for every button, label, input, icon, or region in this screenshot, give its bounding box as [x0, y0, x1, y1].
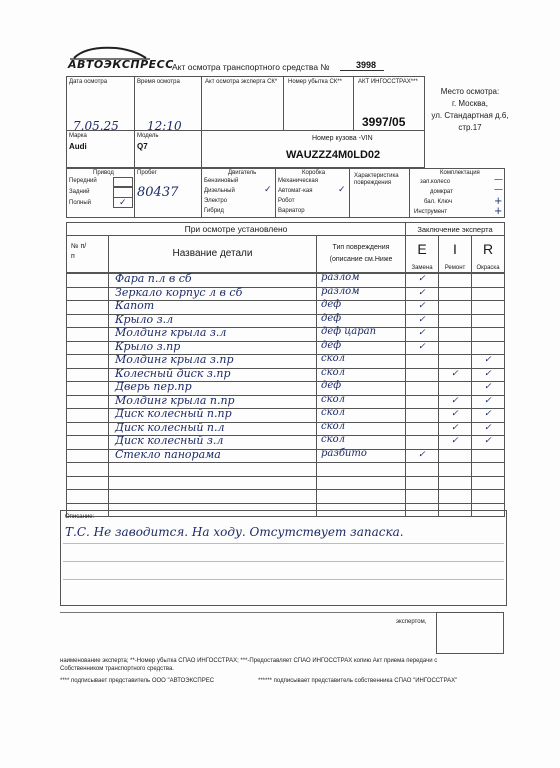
label-place: Место осмотра:	[440, 87, 500, 96]
row-cell-i	[438, 341, 472, 356]
row-cell-r	[471, 314, 505, 329]
row-tick-r: ✓	[484, 436, 492, 446]
row-damage-text: деф царап	[321, 326, 377, 337]
label-gearbox: Коробка	[302, 170, 326, 176]
row-damage-text: скол	[321, 407, 345, 418]
row-cell-e	[405, 368, 439, 383]
row-cell-no	[66, 449, 109, 464]
label-ingos-act: АКТ ИНГОССТРАХ***	[358, 79, 418, 85]
row-cell-i	[438, 273, 472, 288]
engine-option-electric: Электро	[204, 198, 228, 204]
row-cell-i	[438, 327, 472, 342]
footer-line-3-left: **** подписывает представитель ООО "АВТОЭКСПРЕС	[60, 678, 215, 684]
row-part-text: Крыло з.л	[115, 312, 174, 326]
row-tick-r: ✓	[484, 422, 492, 433]
row-damage-text: разлом	[321, 272, 360, 283]
row-tick-e: ✓	[418, 449, 426, 460]
row-cell-e	[405, 341, 439, 356]
row-damage-text: деф	[321, 312, 342, 324]
cell-model	[134, 130, 202, 168]
header-r	[471, 235, 505, 273]
row-cell-r	[471, 435, 505, 450]
act-number: 3998	[356, 60, 377, 70]
row-cell-r	[471, 368, 505, 383]
row-tick-e: ✓	[418, 274, 426, 284]
value-ingos-number: 3997/05	[362, 115, 406, 129]
row-cell-no	[66, 354, 109, 369]
row-cell-part	[108, 449, 317, 464]
row-part-text: Диск колесный з.л	[115, 434, 224, 447]
row-cell-r	[471, 489, 505, 504]
label-model: Модель	[137, 133, 159, 139]
gearbox-option-auto: Автомат-кая	[278, 188, 313, 194]
engine-option-petrol: Бензиновый	[204, 178, 239, 184]
col-r: R	[482, 241, 494, 257]
cell-ingos-act	[353, 76, 425, 131]
row-part-text: Крыло з.пр	[115, 339, 181, 353]
col-replace: Замена	[411, 265, 433, 271]
row-tick-i: ✓	[451, 395, 459, 406]
row-tick-i: ✓	[451, 436, 459, 446]
description-label: Описание:	[65, 514, 95, 520]
row-tick-e: ✓	[418, 287, 426, 298]
row-cell-i	[438, 449, 472, 464]
header-part	[108, 235, 317, 273]
row-cell-r	[471, 462, 505, 477]
row-part-text: Молдинг крыла з.пр	[115, 353, 234, 366]
row-tick-i: ✓	[451, 368, 459, 379]
value-place-building: стр.17	[458, 123, 482, 132]
col-part-label: Название детали	[172, 248, 253, 259]
row-tick-r: ✓	[484, 368, 492, 379]
col-e: E	[417, 241, 427, 257]
col-damage-type-2: (описание см.Ниже	[329, 256, 393, 263]
row-cell-r	[471, 327, 505, 342]
row-cell-r	[471, 273, 505, 288]
value-vin: WAUZZZ4M0LD02	[286, 149, 381, 161]
description-line-2	[63, 561, 504, 562]
row-part-text: Молдинг крыла п.пр	[115, 393, 235, 407]
row-cell-no	[66, 300, 109, 315]
kit-mark-wrench: +	[494, 196, 503, 207]
cell-loss-number	[283, 76, 354, 131]
expert-title-cell	[405, 222, 505, 236]
value-mileage: 80437	[137, 185, 179, 200]
row-cell-e	[405, 476, 439, 491]
kit-mark-jack: —	[494, 185, 503, 195]
cell-damage-characteristic	[349, 168, 410, 218]
row-cell-no	[66, 341, 109, 356]
row-part-text: Зеркало корпус л в сб	[115, 285, 243, 299]
row-cell-i	[438, 395, 472, 410]
row-cell-no	[66, 435, 109, 450]
row-part-text: Фара п.л в сб	[115, 272, 192, 285]
row-cell-no	[66, 314, 109, 329]
row-cell-e	[405, 354, 439, 369]
cell-expert-act	[201, 76, 284, 131]
footer-expert-word: экспертом,	[396, 619, 427, 625]
col-i: I	[453, 241, 457, 257]
kit-item-tools: Инструмент	[414, 209, 448, 215]
row-cell-no	[66, 489, 109, 504]
gearbox-option-robot: Робот	[278, 198, 295, 204]
row-cell-no	[66, 381, 109, 396]
footer-line-1: наименование эксперта; **-Номер убытка СПАО ИНГОССТРАХ; ***-Предоставляет СПАО ИНГОССТРАХ копию Акт приема передачи с	[60, 658, 438, 664]
row-cell-damage	[316, 449, 406, 464]
row-damage-text: скол	[321, 366, 345, 378]
row-cell-e	[405, 408, 439, 423]
col-repair: Ремонт	[444, 265, 466, 271]
cell-inspection-time	[134, 76, 202, 131]
damage-section-title: При осмотре установлено	[184, 224, 288, 234]
header-i	[438, 235, 472, 273]
row-tick-r: ✓	[484, 382, 492, 392]
row-cell-i	[438, 300, 472, 315]
row-cell-i	[438, 368, 472, 383]
row-part-text: Молдинг крыла з.л	[115, 326, 227, 339]
row-part-text: Колесный диск з.пр	[115, 366, 231, 380]
row-tick-e: ✓	[418, 341, 426, 352]
row-cell-damage	[316, 462, 406, 477]
row-cell-no	[66, 395, 109, 410]
row-tick-r: ✓	[484, 355, 492, 365]
company-logo	[64, 44, 174, 71]
row-damage-text: деф	[321, 339, 342, 351]
footer-line-2: Собственником транспортного средства.	[60, 666, 174, 672]
value-inspection-date: 7.05.25	[73, 119, 119, 133]
row-cell-e	[405, 327, 439, 342]
cell-engine	[201, 168, 276, 218]
header-no	[66, 235, 109, 273]
label-loss-number: Номер убытка СК**	[288, 79, 342, 85]
col-damage-type-1: Тип повреждения	[332, 244, 390, 251]
row-cell-e	[405, 435, 439, 450]
row-cell-r	[471, 354, 505, 369]
label-kit: Комплектация	[440, 170, 480, 176]
description-line-3	[63, 579, 504, 580]
cell-gearbox	[275, 168, 350, 218]
cell-kit	[409, 168, 505, 218]
row-cell-i	[438, 435, 472, 450]
gearbox-auto-tick: ✓	[338, 184, 346, 194]
row-cell-i	[438, 489, 472, 504]
row-damage-text: скол	[321, 393, 345, 405]
row-tick-r: ✓	[484, 395, 492, 406]
description-line-1	[63, 543, 504, 544]
drive-option-front: Передний	[69, 178, 97, 184]
header-e	[405, 235, 439, 273]
kit-item-jack: домкрат	[430, 189, 453, 195]
drive-option-rear: Задний	[69, 189, 90, 195]
row-part-text: Диск колесный п.пр	[115, 407, 232, 420]
label-expert-act: Акт осмотра эксперта СК*	[205, 79, 278, 85]
footer-line-3-right: ****** подписывает представитель собственника СПАО "ИНГОССТРАХ"	[258, 678, 458, 684]
cell-inspection-date	[66, 76, 135, 131]
row-cell-e	[405, 462, 439, 477]
row-tick-i: ✓	[451, 409, 459, 419]
row-cell-no	[66, 273, 109, 288]
description-box	[60, 510, 507, 606]
row-cell-no	[66, 422, 109, 437]
label-engine: Двигатель	[228, 170, 257, 176]
cell-drive	[66, 168, 135, 218]
row-damage-text: деф	[321, 380, 342, 391]
row-cell-no	[66, 327, 109, 342]
row-cell-i	[438, 287, 472, 302]
signature-box	[436, 612, 504, 654]
row-cell-r	[471, 408, 505, 423]
label-inspection-time: Время осмотра	[137, 79, 180, 85]
drive-full-tick: ✓	[119, 197, 127, 207]
row-cell-i	[438, 408, 472, 423]
row-damage-text: скол	[321, 420, 345, 432]
row-cell-r	[471, 381, 505, 396]
row-cell-no	[66, 462, 109, 477]
footer-separator	[60, 612, 436, 613]
value-model: Q7	[137, 142, 148, 151]
row-cell-r	[471, 300, 505, 315]
cell-brand	[66, 130, 135, 168]
row-cell-e	[405, 449, 439, 464]
document-title: Акт осмотра транспортного средства №	[172, 62, 330, 72]
kit-item-wrench: бал. Ключ	[424, 199, 452, 205]
kit-item-spare: зап.колесо	[420, 179, 451, 185]
row-tick-i: ✓	[451, 422, 459, 433]
row-tick-r: ✓	[484, 409, 492, 419]
kit-mark-spare: —	[494, 175, 503, 185]
value-place-city: г. Москва,	[452, 99, 488, 108]
row-cell-e	[405, 273, 439, 288]
drive-option-full: Полный	[69, 200, 91, 206]
row-cell-part	[108, 489, 317, 504]
row-cell-i	[438, 476, 472, 491]
label-mileage: Пробег	[137, 170, 157, 176]
engine-diesel-tick: ✓	[264, 184, 272, 194]
row-part-text: Стекло панорама	[115, 447, 221, 461]
row-cell-no	[66, 368, 109, 383]
value-brand: Audi	[69, 142, 87, 151]
label-drive: Привод	[93, 170, 114, 176]
inspection-place	[425, 86, 515, 134]
row-tick-e: ✓	[418, 314, 426, 325]
row-cell-e	[405, 287, 439, 302]
row-damage-text: скол	[321, 434, 345, 445]
value-place-street: ул. Стандартная д.6,	[431, 111, 509, 120]
row-cell-r	[471, 449, 505, 464]
row-cell-r	[471, 476, 505, 491]
row-cell-r	[471, 422, 505, 437]
row-cell-i	[438, 422, 472, 437]
label-brand: Марка	[69, 133, 87, 139]
row-damage-text: деф	[321, 299, 342, 310]
row-cell-no	[66, 408, 109, 423]
row-damage-text: скол	[321, 353, 345, 364]
damage-section-title-cell	[66, 222, 406, 236]
row-cell-part	[108, 462, 317, 477]
logo-text: АВТОЭКСПРЕСС	[68, 58, 174, 71]
row-cell-r	[471, 287, 505, 302]
col-paint: Окраска	[476, 265, 500, 271]
row-cell-i	[438, 314, 472, 329]
label-inspection-date: Дата осмотра	[69, 79, 108, 85]
act-number-line	[340, 70, 384, 71]
drive-checkbox-full	[113, 197, 133, 208]
cell-mileage	[134, 168, 202, 218]
row-cell-no	[66, 287, 109, 302]
row-damage-text: разбито	[321, 447, 367, 459]
expert-title: Заключение эксперта	[417, 225, 493, 234]
row-tick-e: ✓	[418, 328, 426, 338]
row-cell-e	[405, 395, 439, 410]
engine-option-hybrid: Гибрид	[204, 208, 224, 214]
cell-vin	[201, 130, 425, 168]
row-cell-damage	[316, 476, 406, 491]
row-tick-e: ✓	[418, 301, 426, 311]
row-cell-i	[438, 462, 472, 477]
row-cell-e	[405, 300, 439, 315]
description-text: Т.С. Не заводится. На ходу. Отсутствует запаска.	[65, 525, 404, 539]
row-cell-e	[405, 314, 439, 329]
kit-mark-tools: +	[494, 206, 503, 217]
row-cell-e	[405, 422, 439, 437]
row-damage-text: разлом	[321, 285, 360, 297]
value-inspection-time: 12:10	[147, 119, 182, 133]
col-no-label: № п/п	[71, 243, 87, 260]
row-cell-damage	[316, 489, 406, 504]
row-cell-r	[471, 395, 505, 410]
gearbox-option-cvt: Вариатор	[278, 208, 305, 214]
header-damage-type	[316, 235, 406, 273]
label-damage-characteristic: Характеристика повреждения	[354, 173, 399, 186]
row-cell-e	[405, 489, 439, 504]
label-vin: Номер кузова -VIN	[312, 135, 373, 142]
row-cell-i	[438, 354, 472, 369]
row-part-text: Капот	[115, 299, 155, 312]
drive-checkbox-front	[113, 177, 133, 187]
row-part-text: Диск колесный п.л	[115, 420, 225, 434]
row-cell-e	[405, 381, 439, 396]
row-cell-r	[471, 341, 505, 356]
row-cell-no	[66, 476, 109, 491]
row-cell-part	[108, 476, 317, 491]
row-cell-i	[438, 381, 472, 396]
row-part-text: Дверь пер.пр	[115, 380, 192, 393]
gearbox-option-manual: Механическая	[278, 178, 319, 184]
engine-option-diesel: Дизельный	[204, 188, 235, 194]
